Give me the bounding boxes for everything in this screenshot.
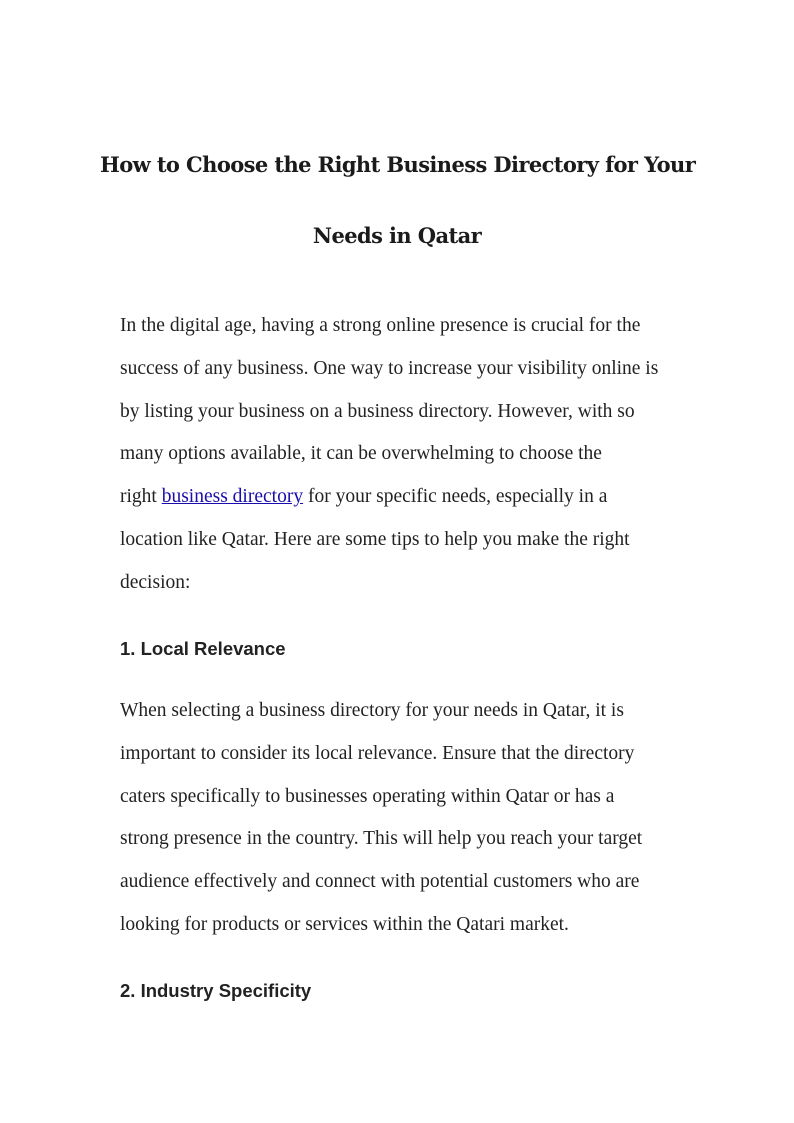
section1-line: audience effectively and connect with potential customers who are: [120, 871, 640, 893]
intro-line: success of any business. One way to increase your visibility online is: [120, 357, 659, 379]
section1-line: strong presence in the country. This will help you reach your target: [120, 828, 643, 850]
section1-line: looking for products or services within the Qatari market.: [120, 913, 569, 935]
article-title-line-2: Needs in Qatar: [312, 223, 482, 248]
intro-line: by listing your business on a business directory. However, with so: [120, 400, 635, 422]
section1-paragraph: [120, 690, 680, 947]
intro-line: decision:: [120, 571, 191, 593]
intro-line: many options available, it can be overwhelming to choose the: [120, 443, 602, 465]
intro-text: for your specific needs, especially in a: [303, 486, 608, 508]
section1-line: caters specifically to businesses operating within Qatar or has a: [120, 785, 615, 807]
intro-paragraph: [120, 305, 680, 605]
intro-line: location like Qatar. Here are some tips to help you make the right: [120, 528, 630, 550]
section1-line: important to consider its local relevance. Ensure that the directory: [120, 742, 635, 764]
business-directory-link[interactable]: business directory: [161, 486, 304, 508]
section1-line: When selecting a business directory for your needs in Qatar, it is: [120, 700, 624, 721]
article-title-line-1: How to Choose the Right Business Directory for Your: [100, 152, 696, 177]
section-heading-local-relevance: 1. Local Relevance: [120, 638, 286, 659]
section-heading-industry-specificity: 2. Industry Specificity: [120, 980, 312, 1001]
intro-text: right: [120, 486, 162, 508]
intro-line: In the digital age, having a strong online presence is crucial for the: [120, 315, 641, 336]
intro-line-with-link: [120, 476, 680, 519]
